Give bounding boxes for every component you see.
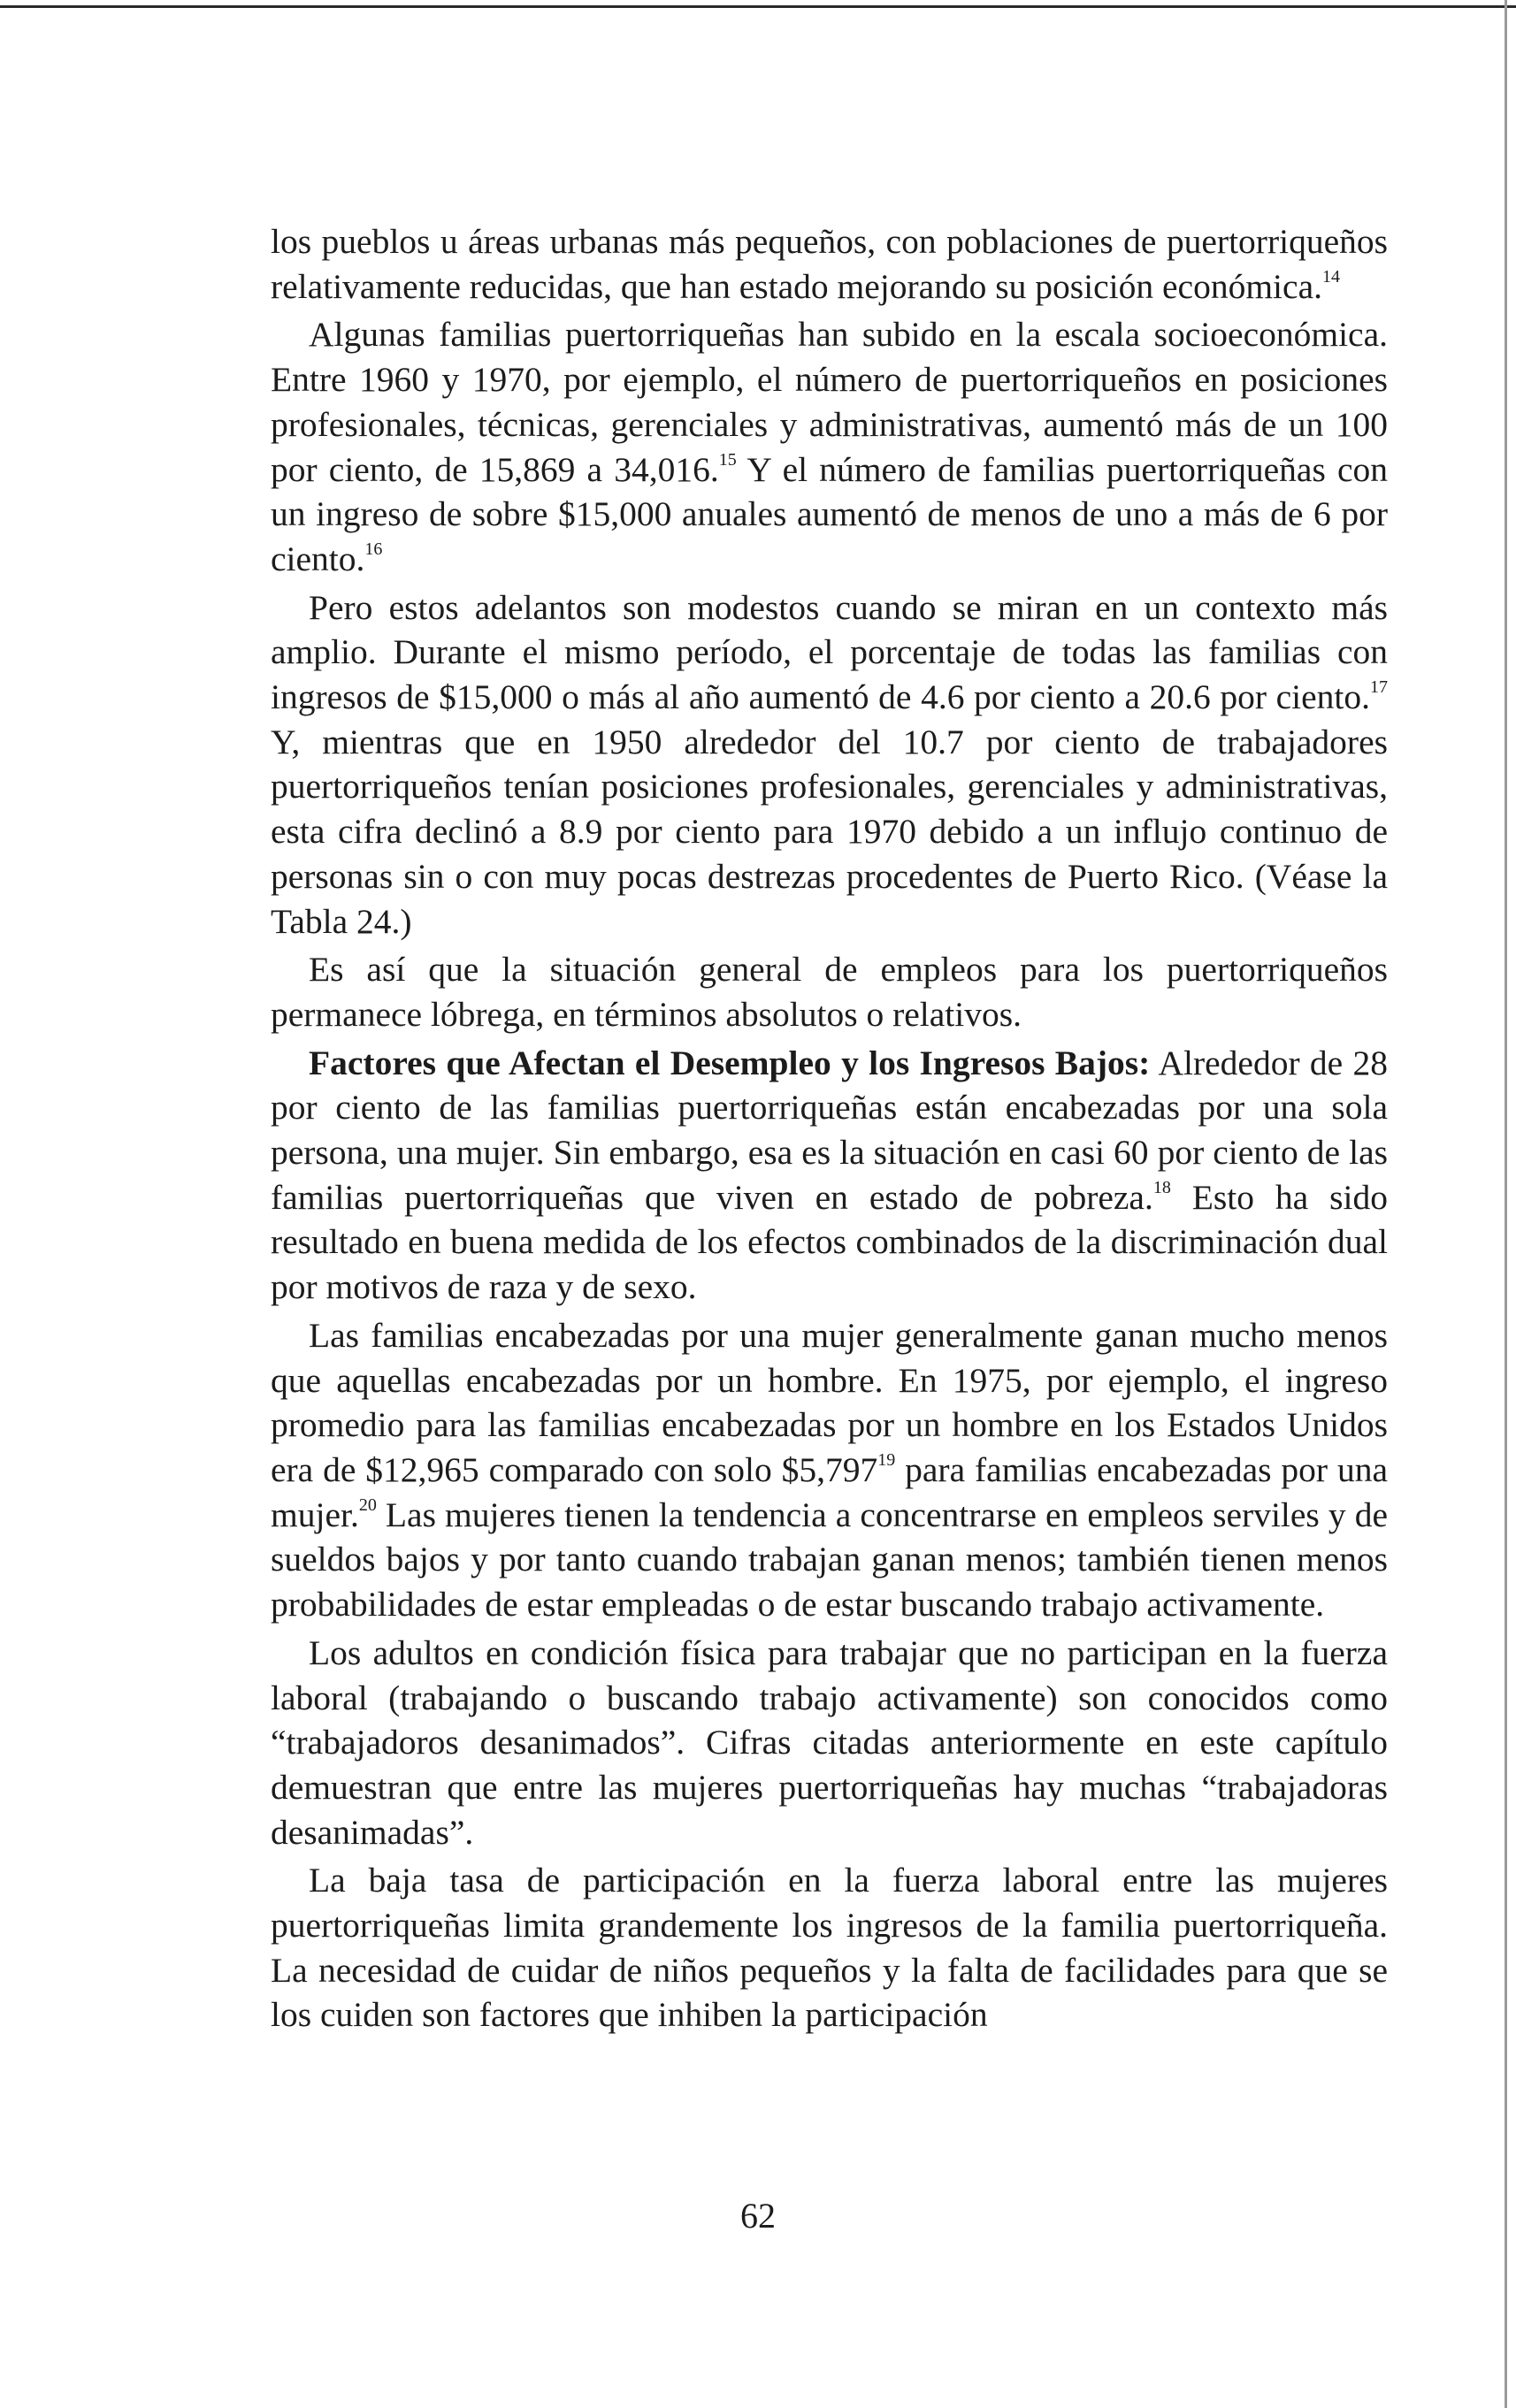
paragraph-text: Algunas familias puertorriqueñas han subido en la escala socioeconómica. Entre 1960 y 1970, por ejemplo, el número de puertorriqueños en posiciones profesionales, técnicas, gerenciales y administrativas, aumentó más de un 100 por ciento, de 15,869 a 34,016. [271,315,1388,489]
body-text [271,219,1388,2041]
paragraph-text: La baja tasa de participación en la fuerza laboral entre las mujeres puertorriqueñas limita grandemente los ingresos de la familia puertorriqueña. La necesidad de cuidar de niños pequeños y la falta de facilidades para que se los cuiden son factores que inhiben la participación [271,1861,1388,2035]
footnote-ref: 14 [1321,266,1340,287]
footnote-ref: 17 [1370,677,1388,698]
paragraph-text: Las familias encabezadas por una mujer generalmente ganan mucho menos que aquellas encabezadas por un hombre. En 1975, por ejemplo, el ingreso promedio para las familias encabezadas por un hombre en los Estados Unidos era de $12,965 comparado con solo $5,797 [271,1315,1388,1489]
paragraph-text: Alrededor de 28 por ciento de las familias puertorriqueñas están encabezadas por una sola persona, una mujer. Sin embargo, esa es la situación en casi 60 por ciento de las familias puertorriqueñas que viven en estado de pobreza. [271,1043,1389,1217]
paragraph [271,1041,1388,1310]
paragraph [271,219,1388,309]
paragraph [271,947,1388,1036]
footnote-ref: 15 [718,449,737,470]
paragraph-text: Pero estos adelantos son modestos cuando se miran en un contexto más amplio. Durante el mismo período, el porcentaje de todas las familias con ingresos de $15,000 o más al año aumentó de 4.6 por ciento a 20.6 por ciento. [271,587,1388,717]
paragraph-text: Los adultos en condición física para trabajar que no participan en la fuerza laboral (trabajando o buscando trabajo activamente) son conocidos como “trabajadoros desanimados”. Cifras citadas anteriormente en este capítulo demuestran que entre las mujeres puertorriqueñas hay muchas “trabajadoras desanimadas”. [271,1632,1388,1852]
paragraph-text: Esto ha sido resultado en buena medida de los efectos combinados de la discriminación dual por motivos de raza y de sexo. [271,1177,1388,1307]
top-edge-rule [0,5,1516,8]
paragraph [271,1858,1388,2037]
paragraph-text: para familias encabezadas por una mujer. [271,1449,1388,1534]
paragraph [271,1313,1388,1627]
paragraph [271,585,1388,944]
right-edge-rule [1505,0,1507,2408]
footnote-ref: 18 [1152,1177,1171,1197]
paragraph-text: Es así que la situación general de empleos para los puertorriqueños permanece lóbrega, en términos absolutos o relativos. [271,950,1388,1034]
paragraph [271,1631,1388,1855]
footnote-ref: 16 [364,539,383,559]
paragraph-text: Y, mientras que en 1950 alrededor del 10.7 por ciento de trabajadores puertorriqueños tenían posiciones profesionales, gerenciales y administrativas, esta cifra declinó a 8.9 por ciento para 1970 debido a un influjo continuo de personas sin o con muy pocas destrezas procedentes de Puerto Rico. (Véase la Tabla 24.) [271,722,1388,941]
page-number: 62 [740,2196,776,2236]
footnote-ref: 19 [877,1449,896,1470]
paragraph [271,312,1388,581]
paragraph-text: los pueblos u áreas urbanas más pequeños, con poblaciones de puertorriqueños relativamente reducidas, que han estado mejorando su posición económica. [271,222,1388,306]
footnote-ref: 20 [358,1494,377,1515]
paragraph-text: Las mujeres tienen la tendencia a concentrarse en empleos serviles y de sueldos bajos y por tanto cuando trabajan ganan menos; también tienen menos probabilidades de estar empleadas o de estar buscando trabajo activamente. [271,1494,1388,1624]
section-lead-heading: Factores que Afectan el Desempleo y los Ingresos Bajos: [309,1043,1151,1082]
paragraph-text: Y el número de familias puertorriqueñas con un ingreso de sobre $15,000 anuales aumentó de menos de uno a más de 6 por ciento. [271,449,1388,578]
